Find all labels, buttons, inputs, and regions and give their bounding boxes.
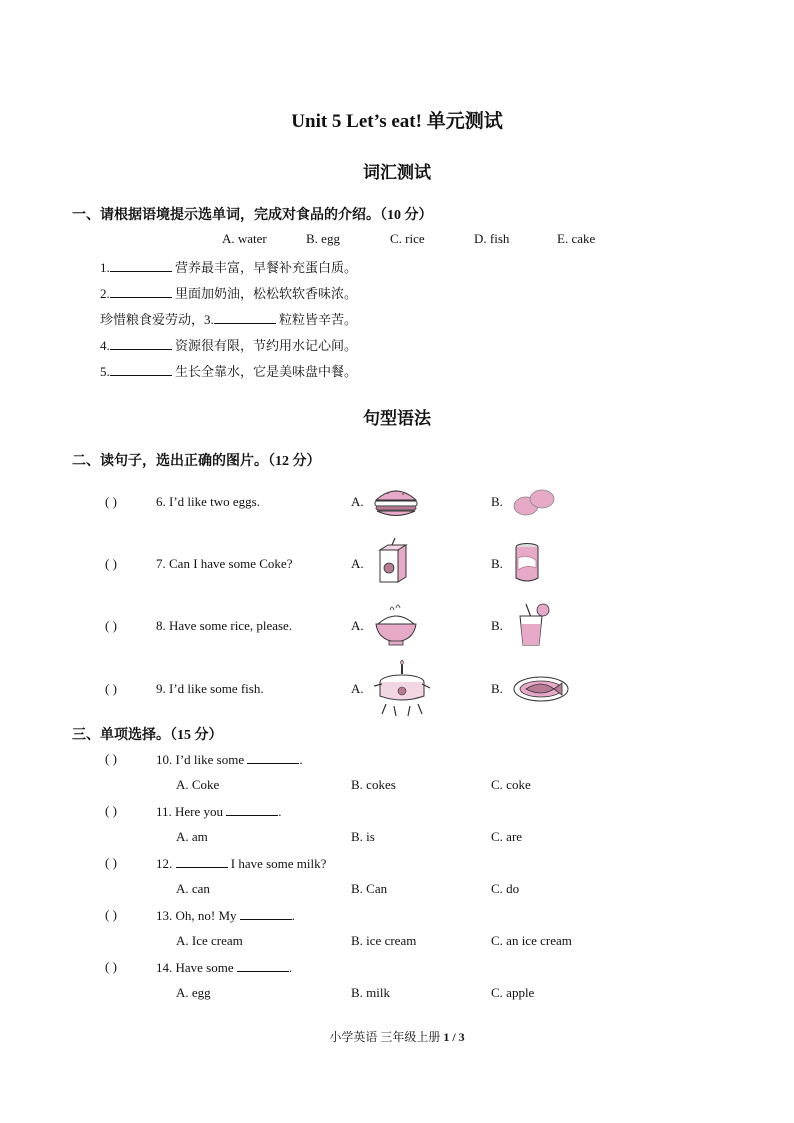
question-blank[interactable]: [226, 803, 278, 816]
drink-glass-icon[interactable]: [512, 602, 552, 648]
answer-paren[interactable]: ( ): [105, 959, 117, 974]
choice-b[interactable]: B. Can: [351, 881, 388, 896]
fill-number: 3.: [204, 312, 214, 327]
question-post: .: [288, 960, 293, 975]
question-post: I have some milk?: [227, 856, 327, 871]
option-b-label: B.: [491, 494, 503, 509]
page-footer: [0, 1028, 794, 1045]
question-blank[interactable]: [247, 751, 299, 764]
choice-c[interactable]: C. apple: [491, 985, 535, 1000]
answer-paren[interactable]: ( ): [105, 681, 117, 696]
question-text: [156, 855, 326, 872]
question-post: .: [299, 752, 303, 767]
question-pre: 12.: [156, 856, 176, 871]
fill-line-1: [100, 257, 357, 276]
coke-can-icon[interactable]: [512, 542, 544, 584]
choice-b[interactable]: B. milk: [351, 985, 391, 1000]
fill-text: 粒粒皆辛苦。: [275, 312, 358, 327]
choice-c[interactable]: C. coke: [491, 777, 531, 792]
question-pre: 14. Have some: [156, 960, 237, 975]
answer-paren[interactable]: ( ): [105, 751, 117, 766]
answer-paren[interactable]: ( ): [105, 494, 117, 509]
option-e: E. cake: [557, 231, 596, 246]
answer-paren[interactable]: ( ): [105, 803, 117, 818]
option-a-label: A.: [351, 494, 364, 509]
choice-c[interactable]: C. an ice cream: [491, 933, 572, 948]
question-blank[interactable]: [176, 855, 228, 868]
sec1-heading: 一、请根据语境提示选单词，完成对食品的介绍。（10 分）: [72, 208, 433, 223]
question-text: 7. Can I have some Coke?: [156, 556, 293, 571]
choice-b[interactable]: B. is: [351, 829, 375, 844]
part-grammar-heading: 句型语法: [363, 409, 431, 428]
fill-number: 1.: [100, 260, 110, 275]
fill-line-3: [100, 309, 357, 328]
fill-prefix: 珍惜粮食爱劳动，: [100, 312, 205, 327]
question-blank[interactable]: [237, 959, 289, 972]
choice-a[interactable]: A. Coke: [176, 777, 220, 792]
fill-text: 营养最丰富，早餐补充蛋白质。: [171, 260, 358, 275]
option-b-label: B.: [491, 556, 503, 571]
question-pre: 13. Oh, no! My: [156, 908, 240, 923]
rice-bowl-icon[interactable]: [372, 602, 420, 648]
option-b-label: B.: [491, 681, 503, 696]
juice-box-icon[interactable]: [376, 542, 410, 584]
footer-text: 小学英语 三年级上册: [329, 1030, 444, 1044]
fill-text: 生长全靠水，它是美味盘中餐。: [171, 364, 358, 379]
hamburger-icon[interactable]: [372, 484, 420, 520]
choice-b[interactable]: B. ice cream: [351, 933, 417, 948]
question-text: [156, 959, 292, 976]
fill-text: 里面加奶油，松松软软香味浓。: [171, 286, 358, 301]
question-text: 8. Have some rice, please.: [156, 618, 293, 633]
choice-a[interactable]: A. am: [176, 829, 208, 844]
fill-line-5: [100, 361, 357, 380]
question-post: .: [291, 908, 296, 923]
option-a-label: A.: [351, 556, 364, 571]
fill-line-2: [100, 283, 357, 302]
answer-paren[interactable]: ( ): [105, 556, 117, 571]
choice-c[interactable]: C. are: [491, 829, 523, 844]
question-blank[interactable]: [240, 907, 292, 920]
option-a: A. water: [222, 231, 267, 246]
fish-plate-icon[interactable]: [512, 674, 572, 704]
option-b-label: B.: [491, 618, 503, 633]
question-pre: 10. I’d like some: [156, 752, 248, 767]
option-a-label: A.: [351, 681, 364, 696]
eggs-icon[interactable]: [512, 486, 556, 518]
choice-b[interactable]: B. cokes: [351, 777, 396, 792]
option-c: C. rice: [390, 231, 425, 246]
fill-text: 资源很有限，节约用水记心间。: [171, 338, 358, 353]
answer-paren[interactable]: ( ): [105, 855, 117, 870]
choice-c[interactable]: C. do: [491, 881, 520, 896]
choice-a[interactable]: A. Ice cream: [176, 933, 243, 948]
fill-number: 5.: [100, 364, 110, 379]
answer-paren[interactable]: ( ): [105, 618, 117, 633]
answer-blank-1[interactable]: [110, 259, 172, 272]
part-vocab-heading: 词汇测试: [363, 163, 431, 182]
choice-a[interactable]: A. egg: [176, 985, 211, 1000]
answer-blank-4[interactable]: [110, 337, 172, 350]
question-text: [156, 803, 282, 820]
answer-blank-3[interactable]: [214, 311, 276, 324]
answer-blank-5[interactable]: [110, 363, 172, 376]
answer-paren[interactable]: ( ): [105, 907, 117, 922]
sec2-heading: 二、读句子，选出正确的图片。（12 分）: [72, 454, 321, 469]
option-b: B. egg: [306, 231, 340, 246]
option-a-label: A.: [351, 618, 364, 633]
option-d: D. fish: [474, 231, 510, 246]
fill-number: 4.: [100, 338, 110, 353]
question-post: .: [278, 804, 282, 819]
question-pre: 11. Here you: [156, 804, 227, 819]
page-title: Unit 5 Let’s eat! 单元测试: [291, 111, 503, 132]
fill-line-4: [100, 335, 357, 354]
birthday-cake-icon[interactable]: [372, 660, 432, 718]
sec3-heading: 三、单项选择。（15 分）: [72, 728, 223, 743]
page-number: 1 / 3: [443, 1030, 465, 1044]
fill-number: 2.: [100, 286, 110, 301]
question-text: [156, 751, 303, 768]
choice-a[interactable]: A. can: [176, 881, 210, 896]
question-text: 9. I’d like some fish.: [156, 681, 264, 696]
question-text: [156, 907, 295, 924]
question-text: 6. I’d like two eggs.: [156, 494, 260, 509]
answer-blank-2[interactable]: [110, 285, 172, 298]
